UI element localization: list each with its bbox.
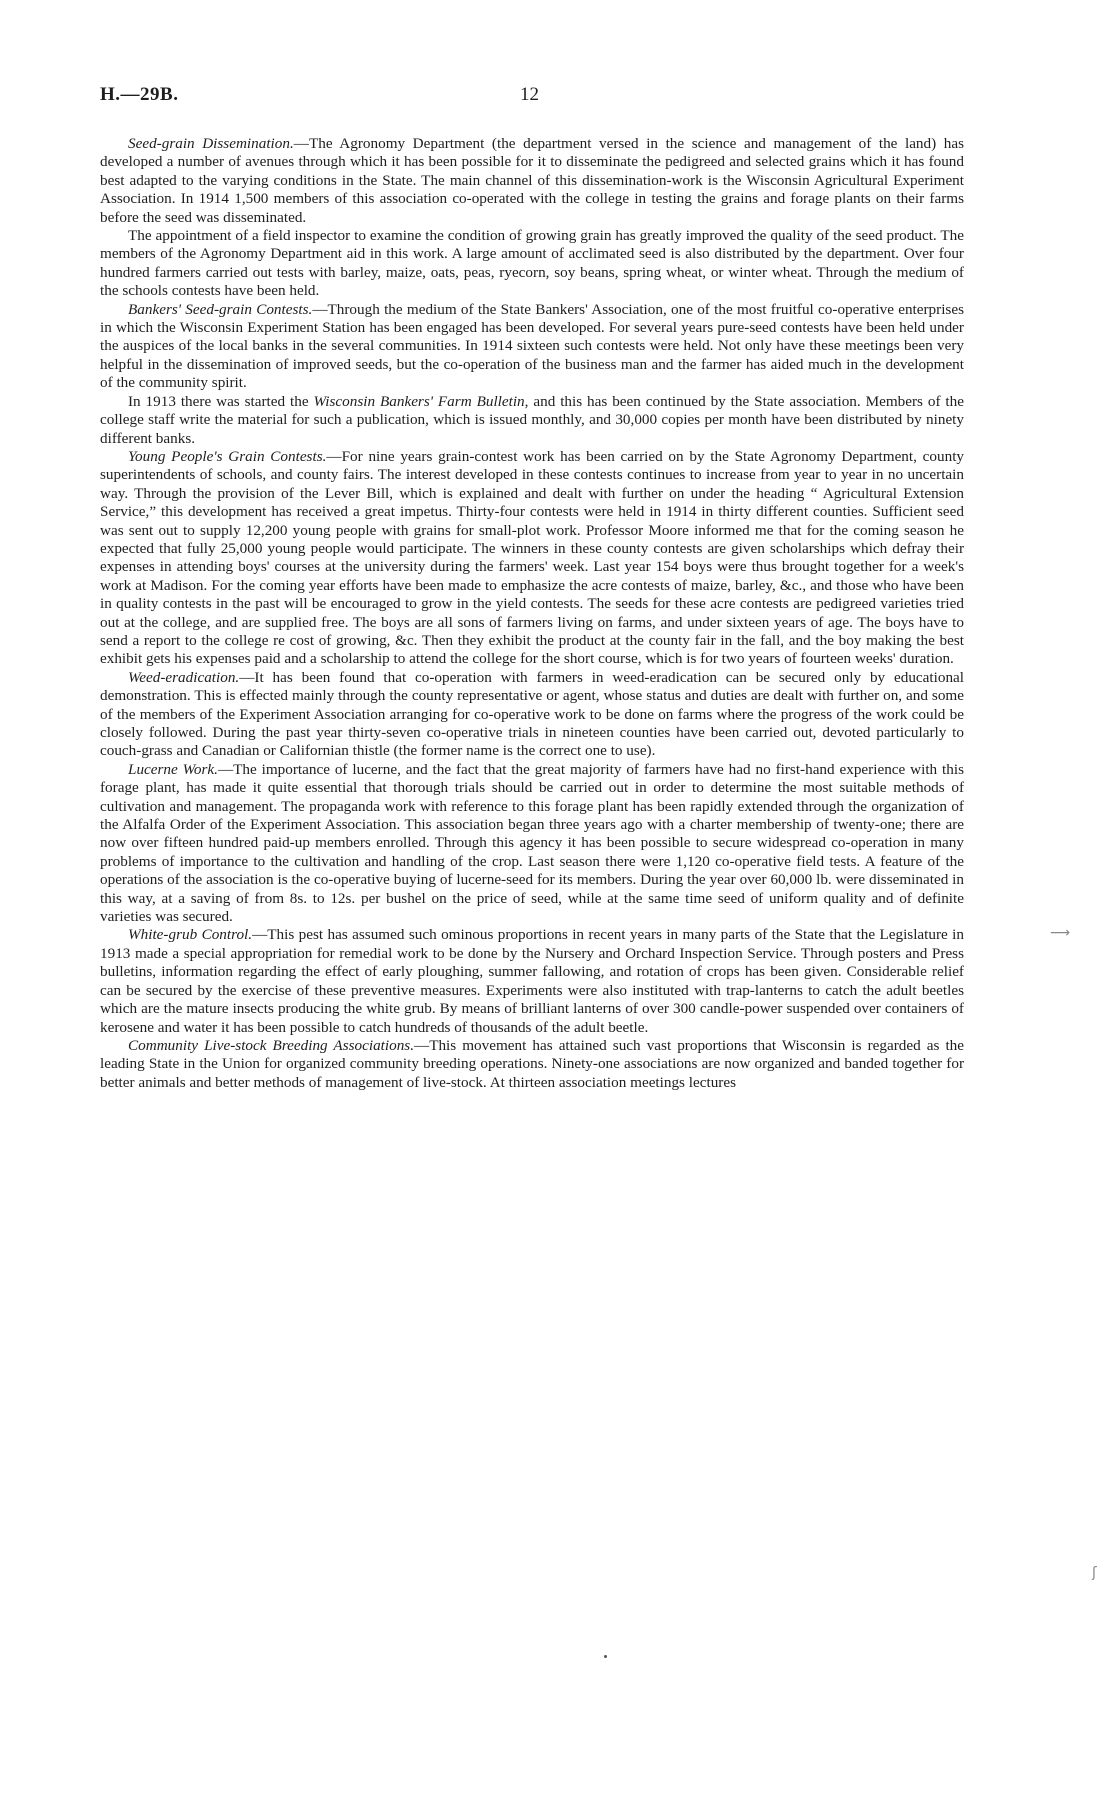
paragraph-text: —Through the medium of the State Bankers' Association, one of the most fruitful co-operative enterprises in which the Wisconsin Experiment Station has been engaged has been developed. For several years pure-seed contests have been held under the auspices of the local banks in the several communities. In 1914 sixteen such contests were held. Not only have these meetings been very helpful in the dissemination of improved seeds, but the co-operation of the business man and the farmer has aided much in the development of the community spirit. [100, 300, 964, 392]
paragraph-lucerne-work [100, 761, 964, 927]
paragraph-text: —This movement has attained such vast proportions that Wisconsin is regarded as the leading State in the Union for organized community breeding operations. Ninety-one associations are now organized and banded together for better animals and better methods of management of live-stock. At thirteen association meetings lectures [100, 1036, 964, 1091]
paragraph-weed-eradication [100, 669, 964, 761]
paragraph-text: , and this has been continued by the State association. Members of the college staff write the material for such a publication, which is issued monthly, and 30,000 copies per month have been distributed by ninety different banks. [100, 392, 964, 447]
paragraph-text: The appointment of a field inspector to examine the condition of growing grain has greatly improved the quality of the seed product. The members of the Agronomy Department aid in this work. A large amount of acclimated seed is also distributed by the department. Over four hundred farmers carried out tests with barley, maize, oats, peas, ryecorn, soy beans, spring wheat, or winter wheat. Through the medium of the schools contests have been held. [100, 227, 964, 300]
paragraph-farm-bulletin [100, 393, 964, 448]
section-heading: Weed-eradication. [128, 668, 240, 686]
section-heading: Seed-grain Dissemination. [128, 135, 294, 152]
paragraph-bankers-seed-grain-contests [100, 301, 964, 393]
document-reference: H.—29B. [100, 84, 179, 105]
page-number: 12 [520, 84, 539, 105]
paragraph-young-peoples-grain-contests [100, 448, 964, 669]
paragraph-seed-grain-dissemination [100, 135, 964, 227]
section-heading: Lucerne Work. [128, 760, 218, 778]
section-heading: Bankers' Seed-grain Contests. [128, 300, 313, 318]
paragraph-white-grub-control [100, 926, 964, 1036]
section-heading: Community Live-stock Breeding Associations. [128, 1036, 414, 1054]
section-heading: White-grub Control. [128, 926, 253, 944]
margin-arrow-mark: ⟶ [1050, 925, 1071, 941]
margin-scribble-mark: ʃ [1092, 1565, 1097, 1581]
paragraph-text: In 1913 there was started the [128, 392, 314, 410]
ink-speck [604, 1655, 607, 1658]
paragraph-field-inspector [100, 227, 964, 301]
page-header [100, 84, 964, 110]
paragraph-text: —This pest has assumed such ominous proportions in recent years in many parts of the State that the Legislature in 1913 made a special appropriation for remedial work to be done by the Nursery and Orchard Inspection Service. Through posters and Press bulletins, information regarding the effect of early ploughing, summer fallowing, and rotation of crops has been given. Considerable relief can be secured by the exercise of these preventive measures. Experiments were also instituted with trap-lanterns to catch the adult beetles which are the mature insects producing the white grub. By means of brilliant lanterns of over 300 candle-power suspended over containers of kerosene and water it has been possible to catch hundreds of thousands of the adult beetle. [100, 926, 964, 1036]
paragraph-live-stock-breeding [100, 1037, 964, 1092]
paragraph-text: —It has been found that co-operation with farmers in weed-eradication can be secured only by educational demonstration. This is effected mainly through the county representative or agent, whose status and duties are dealt with further on, and some of the members of the Experiment Association arranging for co-operative work to be done on farms where the progress of the work could be closely followed. During the past year thirty-seven co-operative trials in nineteen counties have been carried out, devoted particularly to couch-grass and Canadian or Californian thistle (the former name is the correct one to use). [100, 668, 964, 760]
paragraph-text: —The Agronomy Department (the department versed in the science and management of the land) has developed a number of avenues through which it has been possible for it to disseminate the pedigreed and selected grains which it has found best adapted to the varying conditions in the State. The main channel of this dissemination-work is the Wisconsin Agricultural Experiment Association. In 1914 1,500 members of this association co-operated with the college in testing the grains and forage plants on their farms before the seed was disseminated. [100, 135, 964, 226]
paragraph-text: —For nine years grain-contest work has been carried on by the State Agronomy Department, county superintendents of schools, and county fairs. The interest developed in these contests continues to increase from year to year in no uncertain way. Through the provision of the Lever Bill, which is explained and dealt with further on under the heading “ Agricultural Extension Service,” this development has received a great impetus. Thirty-four contests were held in 1914 in thirty different counties. Sufficient seed was sent out to supply 12,200 young people with grains for small-plot work. Professor Moore informed me that for the coming season he expected that fully 25,000 young people would participate. The winners in these county contests are given scholarships which defray their expenses in attending boys' courses at the university during the farmers' week. Last year 154 boys were thus brought together for a week's work at Madison. For the coming year efforts have been made to emphasize the acre contests of maize, barley, &c., and those who have been in quality contests in the past will be encouraged to grow in the yield contests. The seeds for these acre contests are pedigreed varieties tried out at the college, and are supplied free. The boys are all sons of farmers living on farms, and under sixteen years of age. The boys have to send a report to the college re cost of growing, &c. Then they exhibit the product at the county fair in the fall, and the boy making the best exhibit gets his expenses paid and a scholarship to attend the college for the short course, which is for two years of fourteen weeks' duration. [100, 447, 965, 668]
body-text [100, 135, 964, 1092]
bulletin-title: Wisconsin Bankers' Farm Bulletin [313, 392, 525, 410]
section-heading: Young People's Grain Contests. [128, 447, 327, 465]
paragraph-text: —The importance of lucerne, and the fact that the great majority of farmers have had no first-hand experience with this forage plant, has made it quite essential that thorough trials should be carried out in order to determine the most suitable methods of cultivation and management. The propaganda work with reference to this forage plant has been rapidly extended through the organization of the Alfalfa Order of the Experiment Association. This association began three years ago with a charter membership of twenty-one; there are now over fifteen hundred paid-up members enrolled. Through this agency it has been possible to secure widespread co-operation in many problems of importance to the cultivation and handling of the crop. Last season there were 1,120 co-operative field tests. A feature of the operations of the association is the co-operative buying of lucerne-seed for its members. During the year over 60,000 lb. were disseminated in this way, at a saving of from 8s. to 12s. per bushel on the price of seed, while at the same time seed of uniform quality and of definite varieties was secured. [100, 760, 964, 926]
